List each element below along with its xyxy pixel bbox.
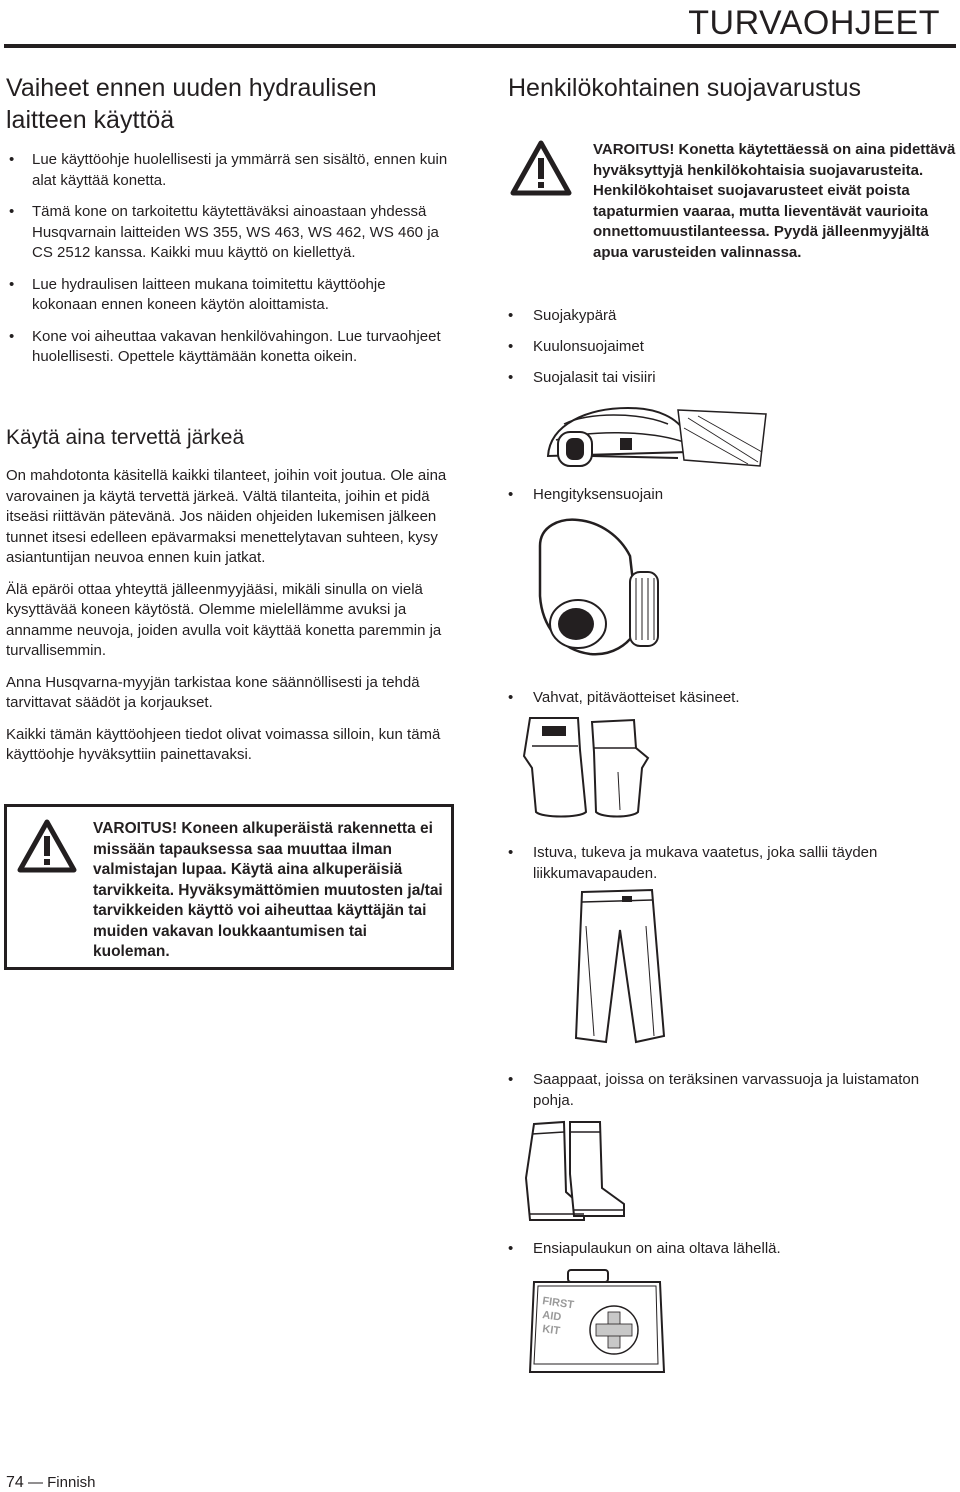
warning-box — [4, 804, 454, 970]
respirator-icon — [530, 516, 670, 666]
svg-text:AID: AID — [541, 1309, 563, 1324]
list-item: • Ensiapulaukun on aina oltava lähellä. — [508, 1239, 948, 1260]
page-header-title: TURVAOHJEET — [688, 4, 940, 42]
list-item: • Kuulonsuojaimet — [508, 337, 948, 358]
before-use-list — [6, 150, 450, 368]
warning-triangle-icon — [510, 140, 572, 196]
paragraph: On mahdotonta käsitellä kaikki tilanteet, joihin voit joutua. Ole aina varovainen ja käytä tervettä järkeä. Vältä tilanteita, joihin et pidä itseäsi riittävän pätevänä. Jos näiden ohjeiden lukemisen jälkeen tunnet itsesi edelleen epävarmaksi menettelytavan suhteen, kysy asiantuntijan neuvoa ennen kuin jatkat. — [6, 467, 447, 566]
common-sense-text — [6, 466, 450, 766]
item-label: Saappaat, joissa on teräksinen varvassuoja ja luistamaton pohja. — [533, 1071, 920, 1109]
warning-text: VAROITUS! Koneen alkuperäistä rakennetta ei missään tapauksessa saa muuttaa ilman valmistajan lupaa. Käytä aina alkuperäisiä tarvikkeita. Hyväksymättömien muutosten ja/tai tarvikkeiden käyttö voi aiheuttaa käyttäjän tai muiden vakavan loukkaantumisen tai kuoleman. — [93, 820, 443, 960]
list-item: • Saappaat, joissa on teräksinen varvassuoja ja luistamaton pohja. — [508, 1070, 948, 1111]
item-label: Istuva, tukeva ja mukava vaatetus, joka sallii täyden liikkumavapauden. — [533, 844, 878, 882]
item-label: Hengityksensuojain — [533, 486, 664, 503]
paragraph: Älä epäröi ottaa yhteyttä jälleenmyyjääsi, mikäli sinulla on vielä kysyttävää koneen käytöstä. Olemme mielellämme avuksi ja annamme neuvoja, joiden avulla voit käyttää konetta paremmin ja turvallisemmin. — [6, 580, 442, 659]
page-footer — [6, 1474, 96, 1492]
list-item: • Istuva, tukeva ja mukava vaatetus, joka sallii täyden liikkumavapauden. — [508, 843, 948, 884]
section-title-before-use: Vaiheet ennen uuden hydraulisen laitteen käyttöä — [6, 74, 377, 134]
item-label: Suojalasit tai visiiri — [533, 369, 656, 386]
item-label: Suojakypärä — [533, 307, 617, 324]
gloves-icon — [522, 712, 652, 822]
page-number: 74 — [6, 1474, 24, 1491]
first-aid-kit-icon — [528, 1268, 668, 1378]
list-item: • Lue käyttöohje huolellisesti ja ymmärrä sen sisältö, ennen kuin alat käyttää konetta. — [6, 150, 450, 191]
section-title-protective-equipment: Henkilökohtainen suojavarustus — [508, 74, 861, 102]
item-label: Vahvat, pitäväotteiset käsineet. — [533, 689, 740, 706]
warning-triangle-icon — [17, 819, 77, 873]
paragraph: Kaikki tämän käyttöohjeen tiedot olivat voimassa silloin, kun tämä käyttöohje hyväksyttiin painettavaksi. — [6, 725, 441, 763]
list-item: • Suojalasit tai visiiri — [508, 368, 948, 389]
list-item: • Tämä kone on tarkoitettu käytettäväksi ainoastaan yhdessä Husqvarnain laitteiden WS 355, WS 463, WS 462, WS 460 ja CS 2512 kanssa. Kaikki muu käyttö on kiellettyä. — [6, 202, 450, 264]
trousers-icon — [566, 886, 676, 1046]
boots-icon — [520, 1118, 630, 1228]
list-item: • Suojakypärä — [508, 306, 948, 327]
list-item: • Kone voi aiheuttaa vakavan henkilövahingon. Lue turvaohjeet huolellisesti. Opettele käyttämään konetta oikein. — [6, 327, 450, 368]
footer-dash: — — [27, 1474, 43, 1491]
paragraph: Anna Husqvarna-myyjän tarkistaa kone säännöllisesti ja tehdä tarvittavat säädöt ja korjaukset. — [6, 673, 420, 711]
footer-language: Finnish — [47, 1474, 96, 1491]
item-label: Kuulonsuojaimet — [533, 338, 644, 355]
header-rule — [4, 44, 956, 48]
helmet-icon — [528, 404, 768, 472]
warning-text: VAROITUS! Konetta käytettäessä on aina pidettävä hyväksyttyjä henkilökohtaisia suojavarusteita. Henkilökohtaiset suojavarusteet eivät poista tapaturmien vaaraa, mutta lieventävät vaurioita onnettomuustilanteessa. Pyydä jälleenmyyjältä apua varusteiden valinnassa. — [593, 141, 956, 261]
svg-text:KIT: KIT — [541, 1323, 561, 1338]
section-title-common-sense: Käytä aina tervettä järkeä — [6, 426, 245, 449]
list-item: • Hengityksensuojain — [508, 485, 948, 506]
list-item: • Lue hydraulisen laitteen mukana toimitettu käyttöohje kokonaan ennen koneen käytön aloittamista. — [6, 275, 450, 316]
item-label: Ensiapulaukun on aina oltava lähellä. — [533, 1240, 781, 1257]
list-item: • Vahvat, pitäväotteiset käsineet. — [508, 688, 948, 709]
svg-text:FIRST: FIRST — [541, 1295, 575, 1312]
